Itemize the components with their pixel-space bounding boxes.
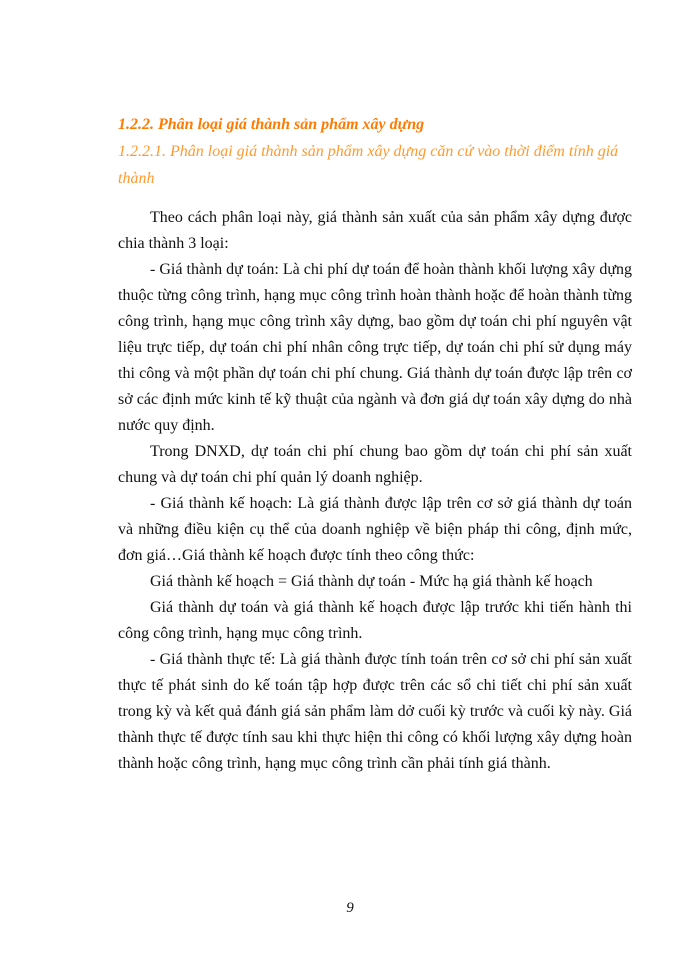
paragraph-general-cost: Trong DNXD, dự toán chi phí chung bao gồm dự toán chi phí sản xuất chung và dự toán chi phí quản lý doanh nghiệp.	[118, 443, 632, 486]
page-number: 9	[346, 900, 354, 916]
paragraph-estimated-cost: - Giá thành dự toán: Là chi phí dự toán để hoàn thành khối lượng xây dựng thuộc từng công trình, hạng mục công trình hoàn thành hoặc để hoàn thành từng công trình, hạng mục công trình xây dựng, bao gồm dự toán chi phí nguyên vật liệu trực tiếp, dự toán chi phí nhân công trực tiếp, dự toán chi phí sử dụng máy thi công và một phần dự toán chi phí chung. Giá thành dự toán được lập trên cơ sở các định mức kinh tế kỹ thuật của ngành và đơn giá dự toán xây dựng do nhà nước quy định.	[118, 261, 632, 434]
paragraph-actual-cost: - Giá thành thực tế: Là giá thành được tính toán trên cơ sở chi phí sản xuất thực tế phát sinh do kế toán tập hợp được trên các sổ chi tiết chi phí sản xuất trong kỳ và kết quả đánh giá sản phẩm làm dở cuối kỳ trước và cuối kỳ này. Giá thành thực tế được tính sau khi thực hiện thi công có khối lượng xây dựng hoàn thành hoặc công trình, hạng mục công trình cần phải tính giá thành.	[118, 651, 632, 772]
cost-formula: Giá thành kế hoạch = Giá thành dự toán - Mức hạ giá thành kế hoạch	[150, 573, 593, 590]
document-body	[118, 112, 632, 777]
paragraph-intro: Theo cách phân loại này, giá thành sản xuất của sản phẩm xây dựng được chia thành 3 loại:	[118, 209, 632, 252]
paragraph-before-construction: Giá thành dự toán và giá thành kế hoạch được lập trước khi tiến hành thi công công trình, hạng mục công trình.	[118, 599, 632, 642]
subsection-heading: 1.2.2.1. Phân loại giá thành sản phẩm xây dựng căn cứ vào thời điểm tính giá thành	[118, 143, 619, 187]
section-heading: 1.2.2. Phân loại giá thành sản phẩm xây dựng	[118, 116, 425, 133]
paragraph-planned-cost: - Giá thành kế hoạch: Là giá thành được lập trên cơ sở giá thành dự toán và những điều kiện cụ thể của doanh nghiệp về biện pháp thi công, định mức, đơn giá…Giá thành kế hoạch được tính theo công thức:	[118, 495, 632, 564]
